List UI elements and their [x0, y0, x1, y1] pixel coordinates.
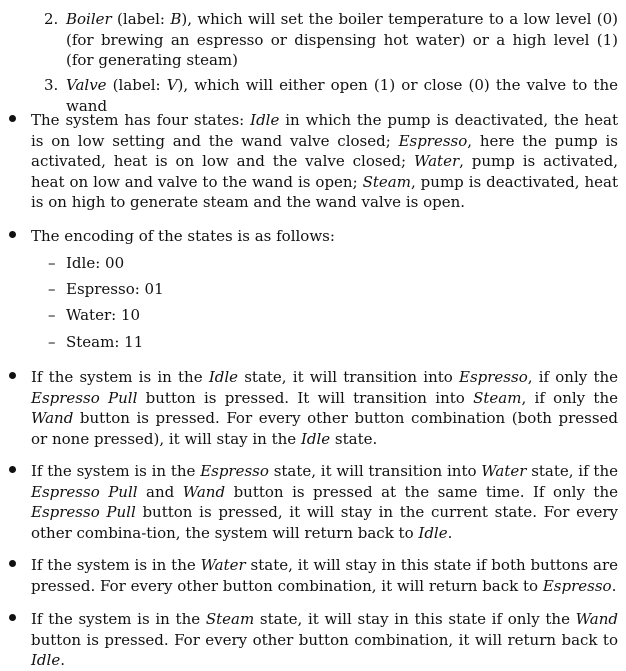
- text: state, it will stay in this state if both buttons are pressed. For every other button combination, it will return back to: [31, 556, 618, 595]
- text: state.: [330, 429, 378, 448]
- text: .: [60, 651, 65, 670]
- enum-item-boiler: [44, 9, 618, 71]
- button-name: Wand: [182, 482, 226, 501]
- button-name: Espresso Pull: [31, 482, 138, 501]
- text: , if only the: [527, 368, 619, 386]
- text: button is pressed. For every other button combination, it will return back to: [31, 630, 618, 649]
- state-name: Idle: [250, 111, 280, 129]
- enum-number: 3.: [44, 76, 59, 94]
- state-name: Espresso: [459, 368, 528, 386]
- label-variable: B: [170, 10, 182, 28]
- state-name: Idle: [418, 523, 448, 542]
- state-name: Steam: [473, 388, 522, 407]
- state-name: Espresso: [398, 131, 468, 150]
- state-name: Espresso: [542, 576, 612, 595]
- text: , here the pump is activated, heat is on low and the valve closed;: [31, 131, 618, 171]
- bullet-dot: [9, 231, 16, 238]
- text: .: [447, 523, 453, 542]
- label-prefix: (label:: [106, 76, 167, 94]
- label-prefix: (label:: [111, 10, 171, 28]
- encoding-item: Espresso: 01: [66, 280, 164, 298]
- bullet-espresso-transition: [31, 461, 618, 543]
- state-name: Water: [413, 152, 460, 171]
- bullet-dot: [9, 466, 16, 473]
- text: , pump is deactivated, heat is on high to generate steam and the wand valve is open.: [31, 172, 618, 212]
- text: button is pressed at the same time. If only the: [225, 482, 618, 501]
- encoding-item: Idle: 00: [66, 254, 125, 272]
- text: button is pressed, it will stay in the current state. For every other combina-tion, the system will return back to: [31, 503, 618, 542]
- bullet-idle-transition: [31, 367, 618, 449]
- text: If the system is in the: [31, 368, 209, 386]
- text: , pump is activated, heat on low and valve to the wand is open;: [31, 152, 618, 191]
- text: state, it will stay in this state if only the: [254, 610, 576, 628]
- enum-text: ), which will set the boiler temperature to a low level (0) (for brewing an espresso or dispensing hot water) or a high level (1) (for generating steam): [66, 10, 618, 70]
- label-variable: V: [166, 76, 178, 94]
- state-name: Water: [481, 462, 527, 480]
- bullet-steam-transition: [31, 609, 618, 671]
- state-name: Idle: [31, 651, 61, 670]
- enum-number: 2.: [44, 10, 59, 28]
- button-name: Espresso Pull: [31, 503, 136, 522]
- encoding-item: Water: 10: [66, 306, 141, 324]
- dash-marker: –: [48, 280, 56, 298]
- text: If the system is in the: [31, 556, 201, 574]
- button-name: Wand: [31, 409, 74, 428]
- bullet-states: [31, 110, 618, 213]
- dash-marker: –: [48, 254, 56, 272]
- text: If the system is in the: [31, 462, 201, 480]
- bullet-dot: [9, 560, 16, 567]
- text: The system has four states:: [31, 111, 251, 129]
- bullet-dot: [9, 115, 16, 122]
- text: .: [611, 576, 617, 595]
- text: , if only the: [521, 388, 618, 407]
- text: in which the pump is deactivated, the heat is on low setting and the wand valve closed;: [31, 111, 619, 150]
- encoding-item: Steam: 11: [66, 333, 144, 351]
- button-name: Espresso Pull: [31, 388, 138, 407]
- text: state, it will transition into: [268, 462, 482, 480]
- text: and: [137, 482, 183, 501]
- dash-marker: –: [48, 306, 56, 324]
- bullet-dot: [9, 372, 16, 379]
- component-name: Valve: [66, 76, 107, 94]
- text: The encoding of the states is as follows:: [31, 227, 335, 245]
- state-name: Steam: [362, 172, 411, 191]
- text: If the system is in the: [31, 610, 206, 628]
- state-name: Idle: [300, 429, 331, 448]
- dash-marker: –: [48, 333, 56, 351]
- bullet-dot: [9, 614, 16, 621]
- bullet-encoding: [31, 226, 618, 247]
- state-name: Water: [200, 556, 246, 574]
- bullet-water-transition: [31, 555, 618, 596]
- state-name: Espresso: [200, 462, 269, 480]
- state-name: Idle: [208, 368, 239, 386]
- component-name: Boiler: [66, 10, 112, 28]
- text: state, it will transition into: [238, 368, 459, 386]
- text: state, if the: [526, 462, 618, 480]
- text: button is pressed. For every other button combination (both pressed or none pressed), it will stay in the: [31, 409, 618, 448]
- state-name: Steam: [205, 610, 255, 628]
- enum-text: ), which will either open (1) or close (0) the valve to the wand: [66, 76, 618, 115]
- text: button is pressed. It will transition into: [137, 388, 474, 407]
- button-name: Wand: [575, 610, 618, 628]
